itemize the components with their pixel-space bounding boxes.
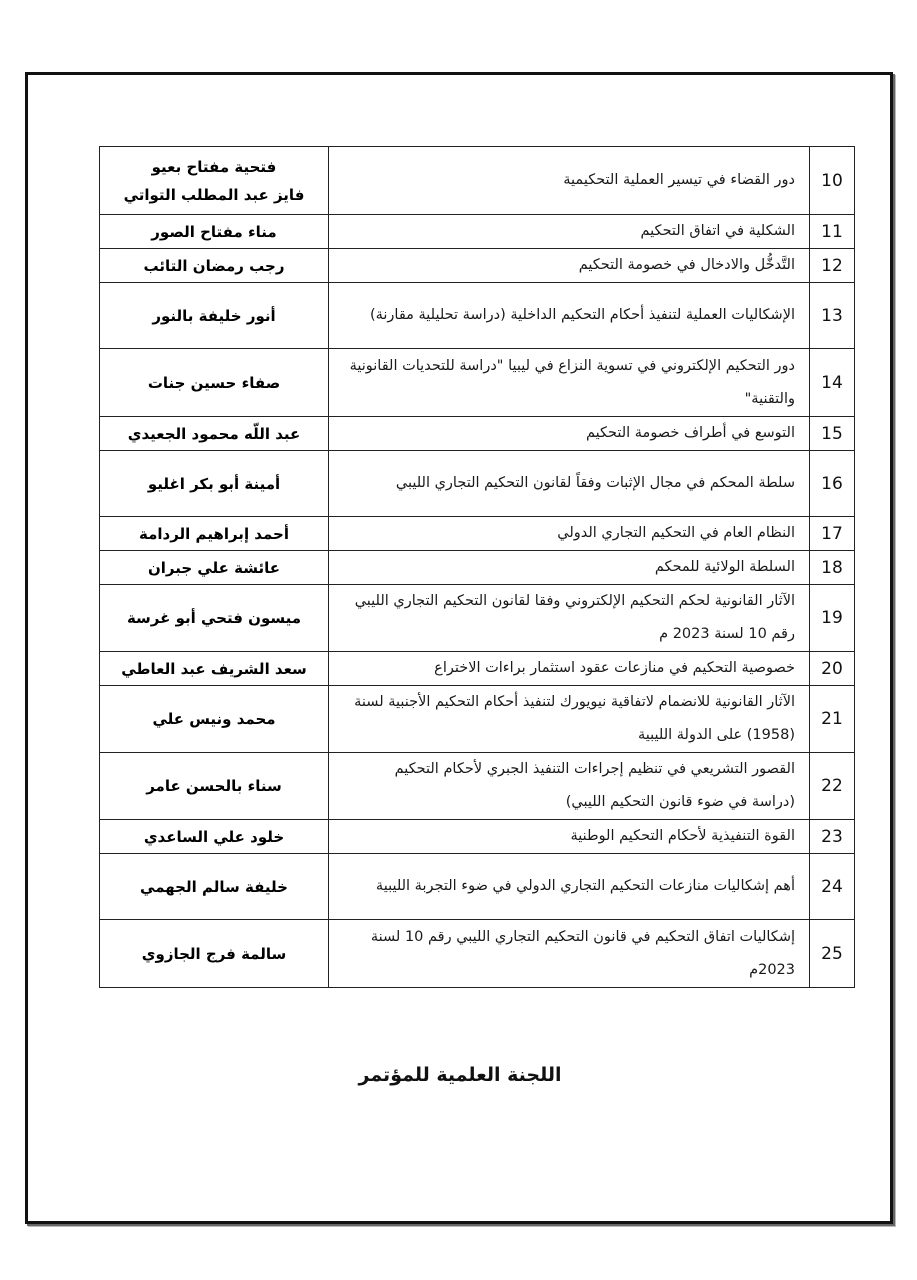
- paper-title: الإشكاليات العملية لتنفيذ أحكام التحكيم الداخلية (دراسة تحليلية مقارنة): [329, 283, 810, 349]
- table-row: [100, 215, 855, 249]
- paper-title: التَّدخُّل والادخال في خصومة التحكيم: [329, 249, 810, 283]
- paper-title: الشكلية في اتفاق التحكيم: [329, 215, 810, 249]
- row-number: 10: [810, 147, 855, 215]
- author-name: محمد ونيس علي: [152, 710, 276, 728]
- author-name: رجب رمضان التائب: [143, 256, 285, 275]
- paper-authors: [100, 517, 329, 551]
- table-row: [100, 517, 855, 551]
- table-row: [100, 147, 855, 215]
- paper-title: القوة التنفيذية لأحكام التحكيم الوطنية: [329, 820, 810, 854]
- paper-authors: [100, 451, 329, 517]
- row-number: 24: [810, 854, 855, 920]
- author-name: أحمد إبراهيم الردامة: [139, 524, 289, 543]
- table-row: [100, 920, 855, 988]
- row-number: 15: [810, 417, 855, 451]
- table-row: [100, 686, 855, 753]
- row-number: 19: [810, 585, 855, 652]
- author-name: فتحية مفتاح بعيو: [151, 157, 277, 176]
- paper-title: القصور التشريعي في تنظيم إجراءات التنفيذ الجبري لأحكام التحكيم (دراسة في ضوء قانون التحكيم الليبي): [329, 753, 810, 820]
- paper-authors: [100, 920, 329, 988]
- committee-signature: اللجنة العلمية للمؤتمر: [358, 1064, 562, 1086]
- paper-title: خصوصية التحكيم في منازعات عقود استثمار براءات الاختراع: [329, 652, 810, 686]
- row-number: 12: [810, 249, 855, 283]
- table-body: [100, 147, 855, 988]
- row-number: 14: [810, 349, 855, 417]
- paper-authors: [100, 249, 329, 283]
- paper-title: دور التحكيم الإلكتروني في تسوية النزاع في ليبيا "دراسة للتحديات القانونية والتقنية": [329, 349, 810, 417]
- author-name: خليفة سالم الجهمي: [140, 877, 288, 896]
- row-number: 23: [810, 820, 855, 854]
- table-row: [100, 753, 855, 820]
- row-number: 22: [810, 753, 855, 820]
- paper-authors: [100, 551, 329, 585]
- papers-table: [99, 146, 855, 988]
- paper-authors: [100, 820, 329, 854]
- row-number: 21: [810, 686, 855, 753]
- row-number: 25: [810, 920, 855, 988]
- author-name: عائشة علي جبران: [147, 558, 281, 577]
- row-number: 11: [810, 215, 855, 249]
- author-name: أنور خليفة بالنور: [152, 306, 276, 325]
- paper-title: التوسع في أطراف خصومة التحكيم: [329, 417, 810, 451]
- paper-authors: [100, 417, 329, 451]
- table-row: [100, 249, 855, 283]
- paper-title: سلطة المحكم في مجال الإثبات وفقاً لقانون التحكيم التجاري الليبي: [329, 451, 810, 517]
- paper-title: النظام العام في التحكيم التجاري الدولي: [329, 517, 810, 551]
- paper-authors: [100, 585, 329, 652]
- paper-title: الآثار القانونية للانضمام لاتفاقية نيويورك لتنفيذ أحكام التحكيم الأجنبية لسنة (1958) على الدولة الليبية: [329, 686, 810, 753]
- author-name: سعد الشريف عبد العاطي: [121, 659, 307, 678]
- paper-authors: [100, 215, 329, 249]
- author-name: عبد اللّه محمود الجعيدي: [127, 424, 301, 443]
- author-name: مناء مفتاح الصور: [151, 222, 277, 241]
- table-row: [100, 551, 855, 585]
- table-row: [100, 854, 855, 920]
- paper-title: أهم إشكاليات منازعات التحكيم التجاري الدولي في ضوء التجربة الليبية: [329, 854, 810, 920]
- table-row: [100, 283, 855, 349]
- row-number: 17: [810, 517, 855, 551]
- paper-authors: [100, 652, 329, 686]
- table-row: [100, 585, 855, 652]
- row-number: 16: [810, 451, 855, 517]
- table-row: [100, 820, 855, 854]
- paper-authors: [100, 349, 329, 417]
- paper-title: السلطة الولائية للمحكم: [329, 551, 810, 585]
- table-row: [100, 451, 855, 517]
- paper-authors: [100, 854, 329, 920]
- table-row: [100, 349, 855, 417]
- row-number: 20: [810, 652, 855, 686]
- paper-authors: [100, 753, 329, 820]
- paper-title: دور القضاء في تيسير العملية التحكيمية: [329, 147, 810, 215]
- paper-authors: [100, 283, 329, 349]
- author-name: أمينة أبو بكر اغليو: [147, 474, 281, 493]
- author-name: فايز عبد المطلب التواتي: [123, 185, 305, 204]
- author-name: سالمة فرج الجازوي: [141, 944, 287, 963]
- table-row: [100, 417, 855, 451]
- author-name: خلود علي الساعدي: [143, 827, 285, 846]
- paper-authors: [100, 147, 329, 215]
- author-name: ميسون فتحي أبو غرسة: [126, 609, 302, 627]
- row-number: 13: [810, 283, 855, 349]
- paper-title: إشكاليات اتفاق التحكيم في قانون التحكيم التجاري الليبي رقم 10 لسنة 2023م: [329, 920, 810, 988]
- paper-authors: [100, 686, 329, 753]
- table-row: [100, 652, 855, 686]
- paper-title: الآثار القانونية لحكم التحكيم الإلكتروني وفقا لقانون التحكيم التجاري الليبي رقم 10 لسنة 2023 م: [329, 585, 810, 652]
- author-name: سناء بالحسن عامر: [146, 777, 282, 795]
- author-name: صفاء حسين جنات: [147, 373, 281, 392]
- row-number: 18: [810, 551, 855, 585]
